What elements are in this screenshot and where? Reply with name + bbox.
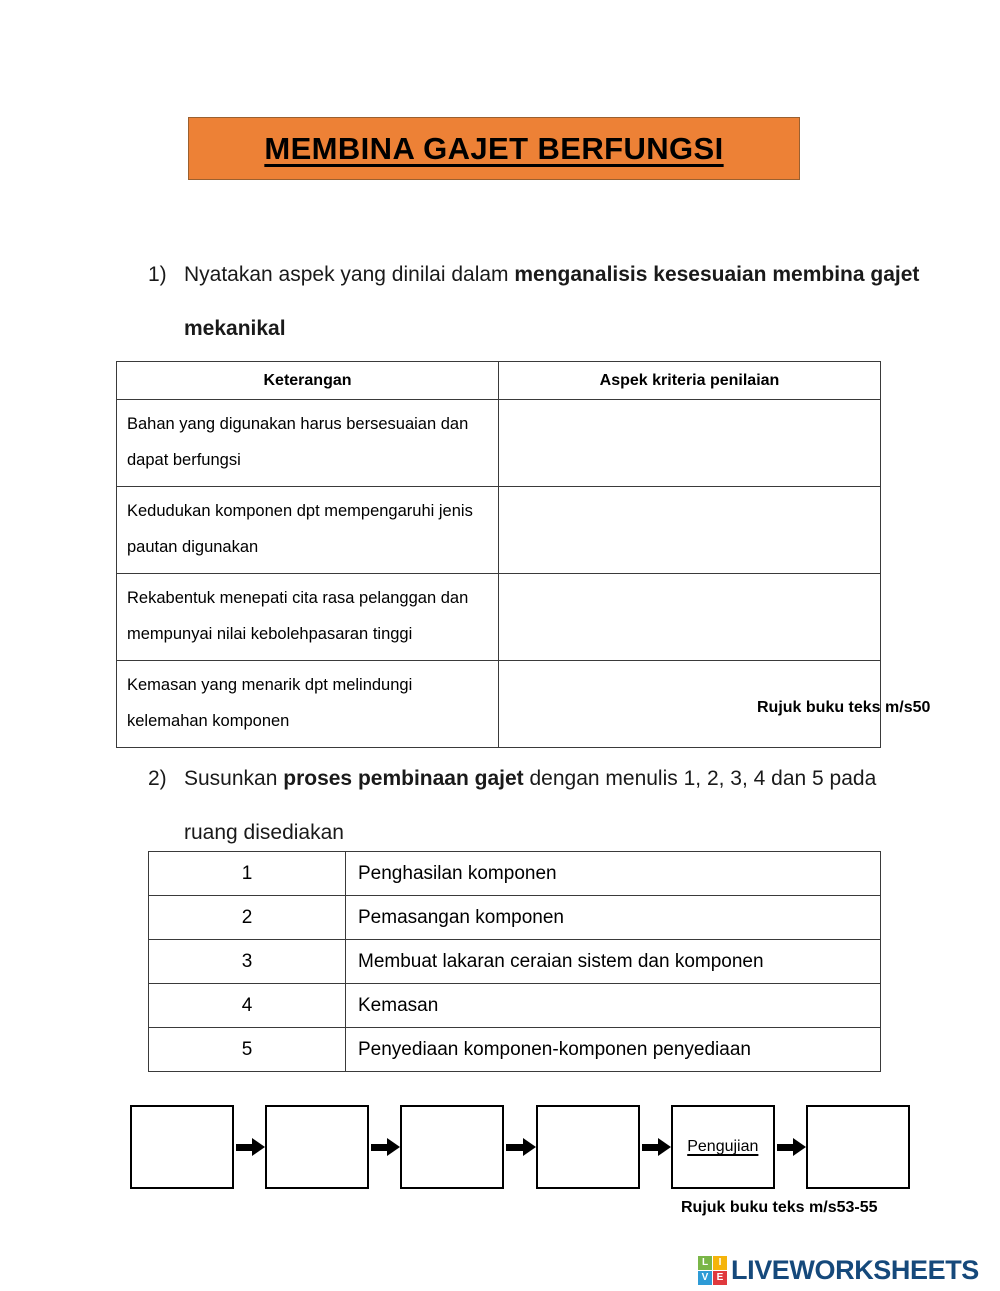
liveworksheets-tiles-icon	[698, 1256, 727, 1285]
keterangan-cell: Bahan yang digunakan harus bersesuaian dan dapat berfungsi	[117, 400, 499, 487]
liveworksheets-wordmark: LIVEWORKSHEETS	[731, 1254, 979, 1285]
table-row	[117, 487, 881, 574]
arrow-right-icon	[234, 1138, 265, 1156]
question-2-text	[184, 752, 928, 860]
logo-tile-i: I	[713, 1256, 727, 1270]
table-row	[149, 984, 881, 1028]
flow-box-2[interactable]	[265, 1105, 369, 1189]
flow-box-4[interactable]	[536, 1105, 640, 1189]
question-2-text-plain: Susunkan	[184, 767, 284, 790]
flow-box-5[interactable]	[671, 1105, 775, 1189]
step-text-cell: Kemasan	[346, 984, 881, 1028]
reference-note-1: Rujuk buku teks m/s50	[757, 699, 931, 716]
keterangan-cell: Rekabentuk menepati cita rasa pelanggan dan mempunyai nilai kebolehpasaran tinggi	[117, 574, 499, 661]
question-1-text	[184, 248, 928, 356]
step-number-cell: 2	[149, 896, 346, 940]
question-1-text-plain: Nyatakan aspek yang dinilai dalam	[184, 263, 515, 286]
aspek-answer-cell[interactable]	[499, 400, 881, 487]
table-header-row	[117, 362, 881, 400]
column-header-keterangan: Keterangan	[117, 362, 499, 400]
liveworksheets-logo	[698, 1253, 979, 1287]
logo-tile-v: V	[698, 1271, 712, 1285]
flow-box-1[interactable]	[130, 1105, 234, 1189]
page-title: MEMBINA GAJET BERFUNGSI	[264, 130, 724, 166]
question-2-number: 2)	[148, 767, 167, 790]
flow-box-5-label: Pengujian	[687, 1138, 759, 1155]
arrow-right-icon	[775, 1138, 806, 1156]
keterangan-cell: Kemasan yang menarik dpt melindungi kelemahan komponen	[117, 661, 499, 748]
step-text-cell: Penghasilan komponen	[346, 852, 881, 896]
process-flowchart	[130, 1105, 910, 1189]
logo-tile-l: L	[698, 1256, 712, 1270]
table-row	[149, 940, 881, 984]
table-aspek-kriteria	[116, 361, 881, 748]
flow-box-6[interactable]	[806, 1105, 910, 1189]
question-2	[148, 752, 928, 860]
table-row	[149, 896, 881, 940]
step-number-cell: 5	[149, 1028, 346, 1072]
aspek-answer-cell[interactable]	[499, 487, 881, 574]
flow-box-3[interactable]	[400, 1105, 504, 1189]
table-row	[149, 852, 881, 896]
table-row	[149, 1028, 881, 1072]
arrow-right-icon	[640, 1138, 671, 1156]
keterangan-cell: Kedudukan komponen dpt mempengaruhi jenis pautan digunakan	[117, 487, 499, 574]
question-1-number: 1)	[148, 263, 167, 286]
step-text-cell: Pemasangan komponen	[346, 896, 881, 940]
table-row	[117, 574, 881, 661]
column-header-aspek: Aspek kriteria penilaian	[499, 362, 881, 400]
question-1-text-bold: menganalisis kesesuaian membina gajet mekanikal	[184, 263, 920, 340]
step-number-cell: 4	[149, 984, 346, 1028]
step-text-cell: Penyediaan komponen-komponen penyediaan	[346, 1028, 881, 1072]
arrow-right-icon	[504, 1138, 535, 1156]
table-proses-pembinaan	[148, 851, 881, 1072]
step-number-cell: 1	[149, 852, 346, 896]
question-1	[148, 248, 928, 356]
question-2-text-bold: proses pembinaan gajet	[283, 767, 524, 790]
worksheet-title-banner	[188, 117, 800, 180]
step-number-cell: 3	[149, 940, 346, 984]
reference-note-2: Rujuk buku teks m/s53-55	[681, 1199, 878, 1216]
aspek-answer-cell[interactable]	[499, 574, 881, 661]
table-row	[117, 400, 881, 487]
logo-tile-e: E	[713, 1271, 727, 1285]
arrow-right-icon	[369, 1138, 400, 1156]
step-text-cell: Membuat lakaran ceraian sistem dan komponen	[346, 940, 881, 984]
question-2-text-after: dengan menulis 1, 2, 3, 4 dan 5 pada ruang disediakan	[184, 767, 877, 844]
